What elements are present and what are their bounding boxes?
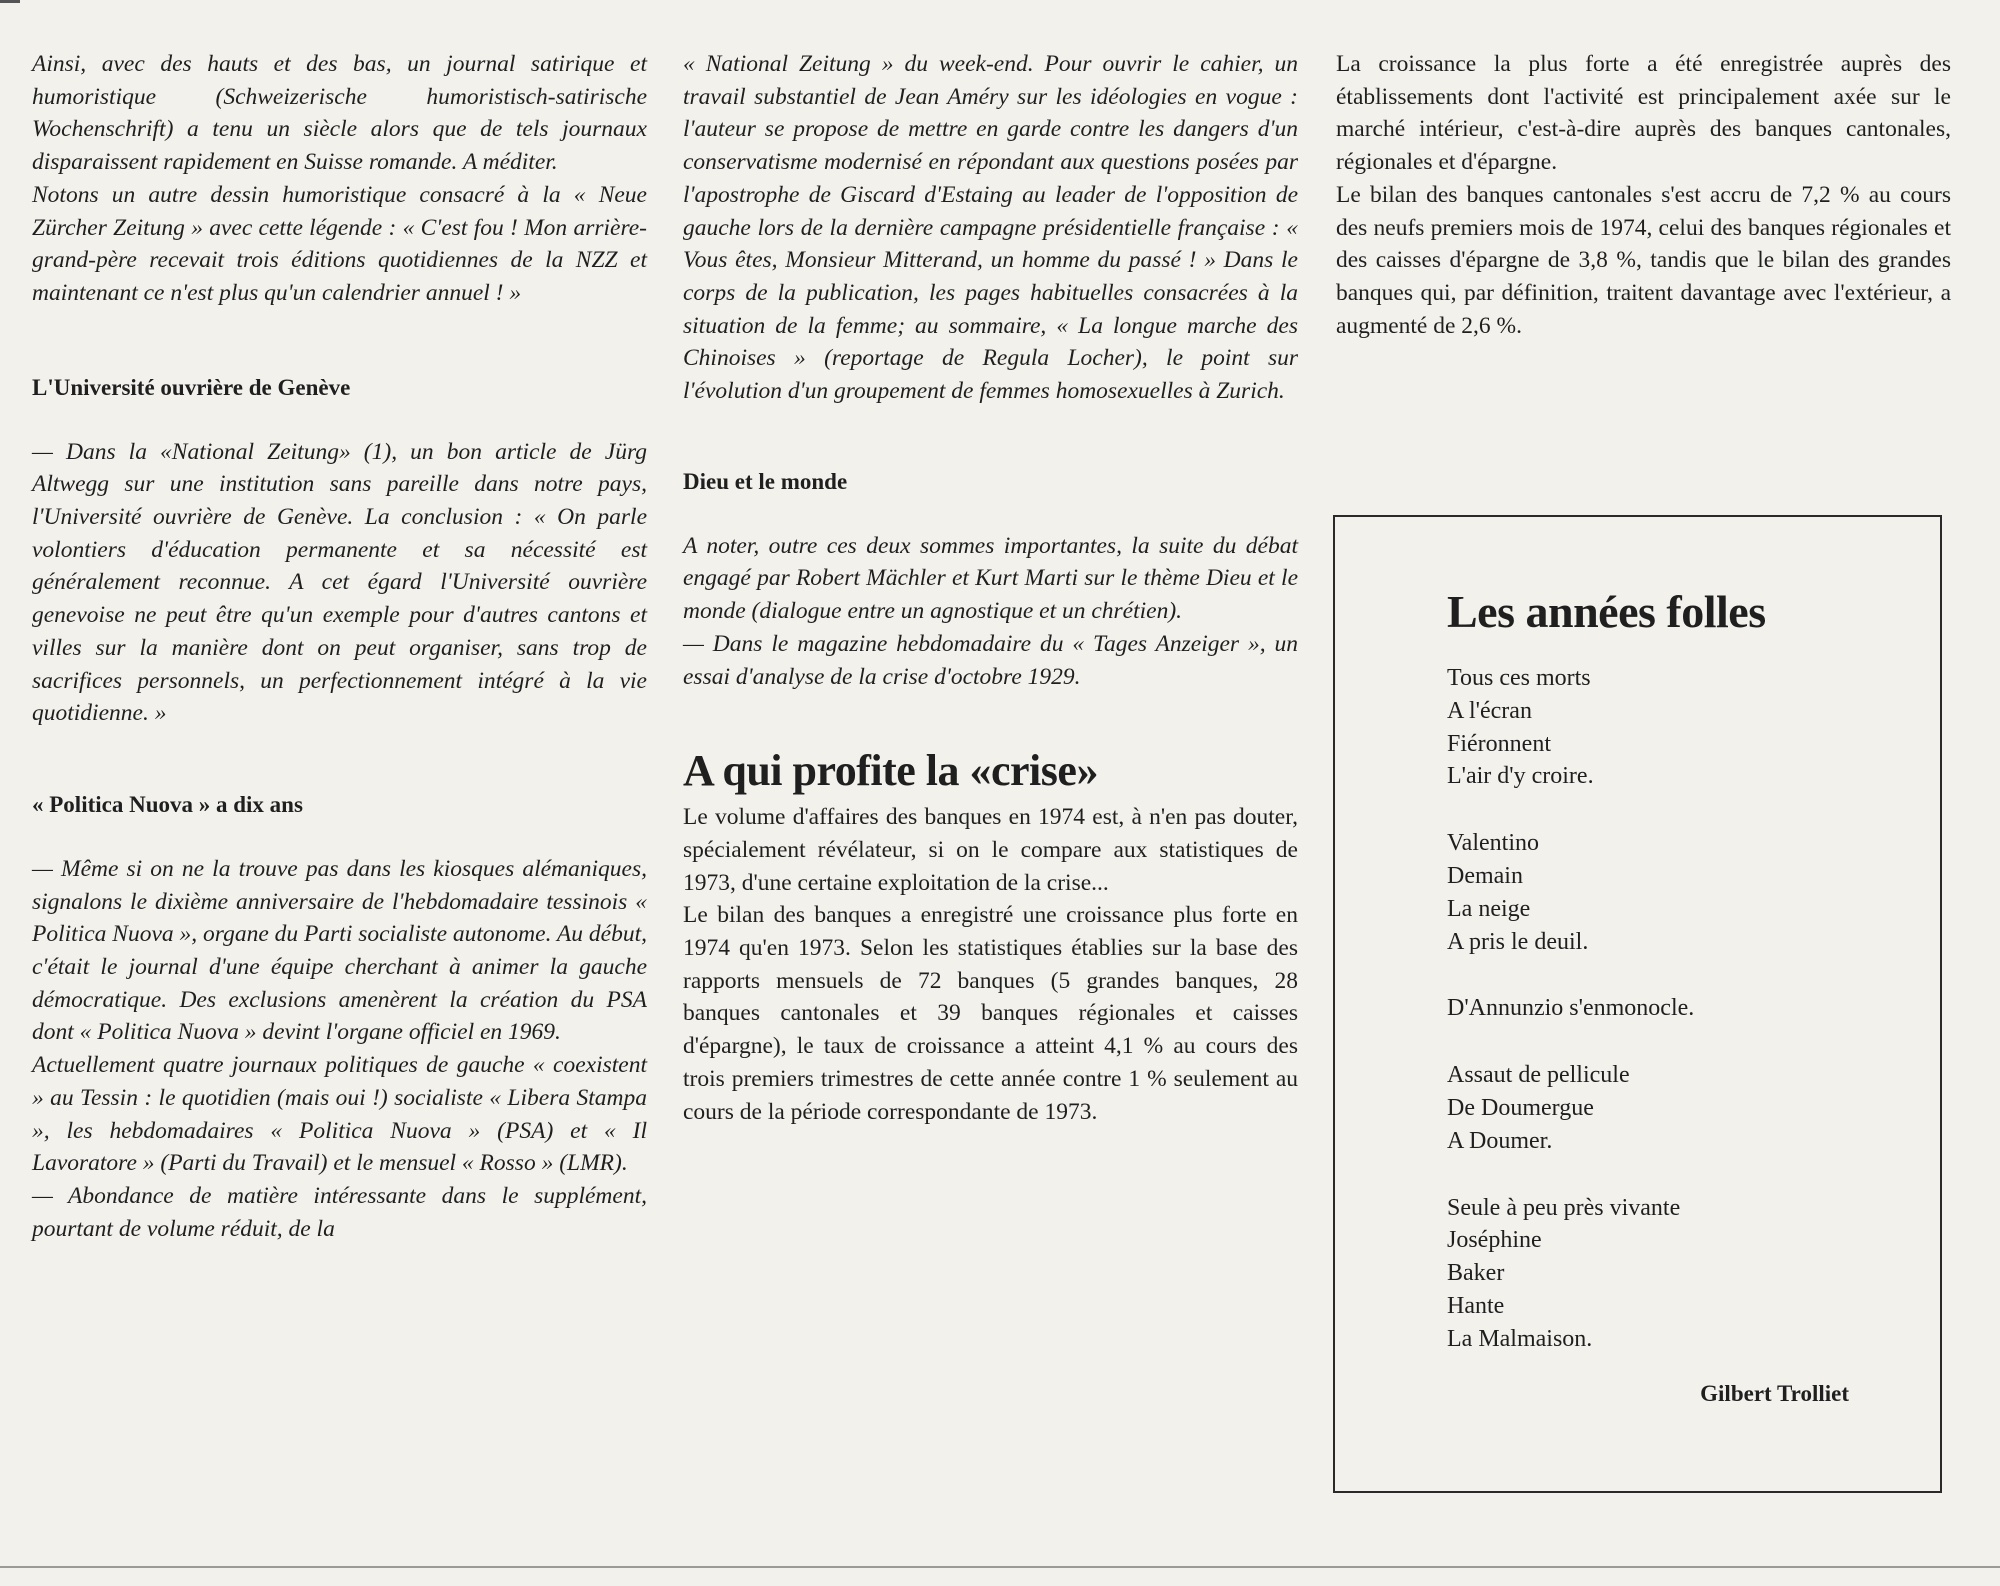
column-2 <box>683 48 1298 1128</box>
universite-heading: L'Université ouvrière de Genève <box>32 374 351 400</box>
dieu-body-2: — Dans le magazine hebdomadaire du « Tages Anzeiger », un essai d'analyse de la crise d'octobre 1929. <box>683 630 1298 690</box>
poem-line: La Malmaison. <box>1447 1325 1593 1352</box>
poem-line: Valentino <box>1447 830 1539 857</box>
poem-stanza <box>1447 992 1867 1025</box>
banques-continuation-2: Le bilan des banques cantonales s'est accru de 7,2 % au cours des neufs premiers mois de 1974, celui des banques régionales et des caisses d'épargne de 3,8 %, tandis que le bilan des grandes banques qui, par définition, traitent davantage avec l'extérieur, a augmenté de 2,6 %. <box>1336 181 1951 339</box>
poem-stanza <box>1447 662 1867 793</box>
crise-body-1: Le volume d'affaires des banques en 1974 est, à n'en pas douter, spécialement révélateur, si on le compare aux statistiques de 1973, d'une certaine exploitation de la crise... <box>683 804 1298 896</box>
poem-line: A pris le deuil. <box>1447 928 1589 955</box>
poem-line: Hante <box>1447 1292 1505 1319</box>
politica-body-2: Actuellement quatre journaux politiques de gauche « coexistent » au Tessin : le quotidien (mais oui !) socialiste « Libera Stampa », les hebdomadaires « Politica Nuova » (PSA) et « Il Lavoratore » (Parti du Travail) et le mensuel « Rosso » (LMR). <box>32 1052 647 1177</box>
crise-title: A qui profite la «crise» <box>683 746 1098 796</box>
poem-line: A l'écran <box>1447 697 1532 724</box>
poem-line: Demain <box>1447 862 1523 889</box>
poem-line: La neige <box>1447 895 1531 922</box>
banques-continuation-1: La croissance la plus forte a été enregistrée auprès des établissements dont l'activité est principalement axée sur le marché intérieur, c'est-à-dire auprès des banques cantonales, régionales et d'épargne. <box>1336 51 1951 176</box>
column-1 <box>32 48 647 1245</box>
poem-line: D'Annunzio s'enmonocle. <box>1447 995 1695 1022</box>
poem-line: Baker <box>1447 1260 1505 1287</box>
poem-stanza <box>1447 827 1867 958</box>
poem-stanza <box>1447 1059 1867 1157</box>
poem-author: Gilbert Trolliet <box>1700 1380 1849 1406</box>
poem-line: Fiéronnent <box>1447 730 1551 757</box>
poem-line: De Doumergue <box>1447 1094 1594 1121</box>
scan-corner-mark <box>0 0 20 3</box>
dieu-heading: Dieu et le monde <box>683 468 848 494</box>
politica-body-3: — Abondance de matière intéressante dans le supplément, pourtant de volume réduit, de la <box>32 1182 647 1242</box>
poem-line: Tous ces morts <box>1447 665 1591 691</box>
politica-body-1: — Même si on ne la trouve pas dans les kiosques alémaniques, signalons le dixième anniversaire de l'hebdomadaire tessinois « Politica Nuova », organe du Parti socialiste autonome. Au début, c'était le journal d'une équipe cherchant à animer la gauche démocratique. Des exclusions amenèrent la création du PSA dont « Politica Nuova » devint l'organe officiel en 1969. <box>32 855 647 1046</box>
dieu-body-1: A noter, outre ces deux sommes importantes, la suite du débat engagé par Robert Mächler et Kurt Marti sur le thème Dieu et le monde (dialogue entre un agnostique et un chrétien). <box>683 532 1298 625</box>
poem-line: Joséphine <box>1447 1227 1542 1254</box>
politica-heading: « Politica Nuova » a dix ans <box>32 791 303 817</box>
poem-stanza <box>1447 1192 1867 1356</box>
poem-line: Assaut de pellicule <box>1447 1062 1630 1089</box>
page-bottom-edge <box>0 1566 2000 1568</box>
poem-box <box>1333 515 1942 1493</box>
intro-paragraph-2: Notons un autre dessin humoristique consacré à la « Neue Zürcher Zeitung » avec cette légende : « C'est fou ! Mon arrière-grand-père recevait trois éditions quotidiennes de la NZZ et maintenant ce n'est plus qu'un calendrier annuel ! » <box>32 181 647 306</box>
poem-title: Les années folles <box>1447 586 1766 637</box>
intro-paragraph-1: Ainsi, avec des hauts et des bas, un journal satirique et humoristique (Schweizerische humoristisch-satirische Wochenschrift) a tenu un siècle alors que de tels journaux disparaissent rapidement en Suisse romande. A méditer. <box>32 51 647 176</box>
poem-line: L'air d'y croire. <box>1447 763 1594 790</box>
column-3 <box>1336 48 1951 342</box>
poem-line: A Doumer. <box>1447 1127 1553 1154</box>
national-zeitung-continuation: « National Zeitung » du week-end. Pour ouvrir le cahier, un travail substantiel de Jean Améry sur les idéologies en vogue : l'auteur se propose de mettre en garde contre les dangers d'un conservatisme modernisé en répondant aux questions posées par l'apostrophe de Giscard d'Estaing au leader de l'opposition de gauche lors de la dernière campagne présidentielle française : « Vous êtes, Monsieur Mitterand, un homme du passé ! » Dans le corps de la publication, les pages habituelles consacrées à la situation de la femme; au sommaire, « La longue marche des Chinoises » (reportage de Regula Locher), le point sur l'évolution d'un groupement de femmes homosexuelles à Zurich. <box>683 51 1298 405</box>
universite-body: — Dans la «National Zeitung» (1), un bon article de Jürg Altwegg sur une institution sans pareille dans notre pays, l'Université ouvrière de Genève. La conclusion : « On parle volontiers d'éducation permanente et sa nécessité est généralement reconnue. A cet égard l'Université ouvrière genevoise ne peut être qu'un exemple pour d'autres cantons et villes sur la manière dont on peut organiser, sans trop de sacrifices personnels, un perfectionnement intégré à la vie quotidienne. » <box>32 438 647 727</box>
poem-line: Seule à peu près vivante <box>1447 1194 1681 1221</box>
poem <box>1447 584 1867 1410</box>
crise-body-2: Le bilan des banques a enregistré une croissance plus forte en 1974 qu'en 1973. Selon les statistiques établies sur la base des rapports mensuels de 72 banques (5 grandes banques, 28 banques cantonales et 39 banques régionales et caisses d'épargne), le taux de croissance a atteint 4,1 % au cours des trois premiers trimestres de cette année contre 1 % seulement au cours de la période correspondante de 1973. <box>683 902 1298 1125</box>
